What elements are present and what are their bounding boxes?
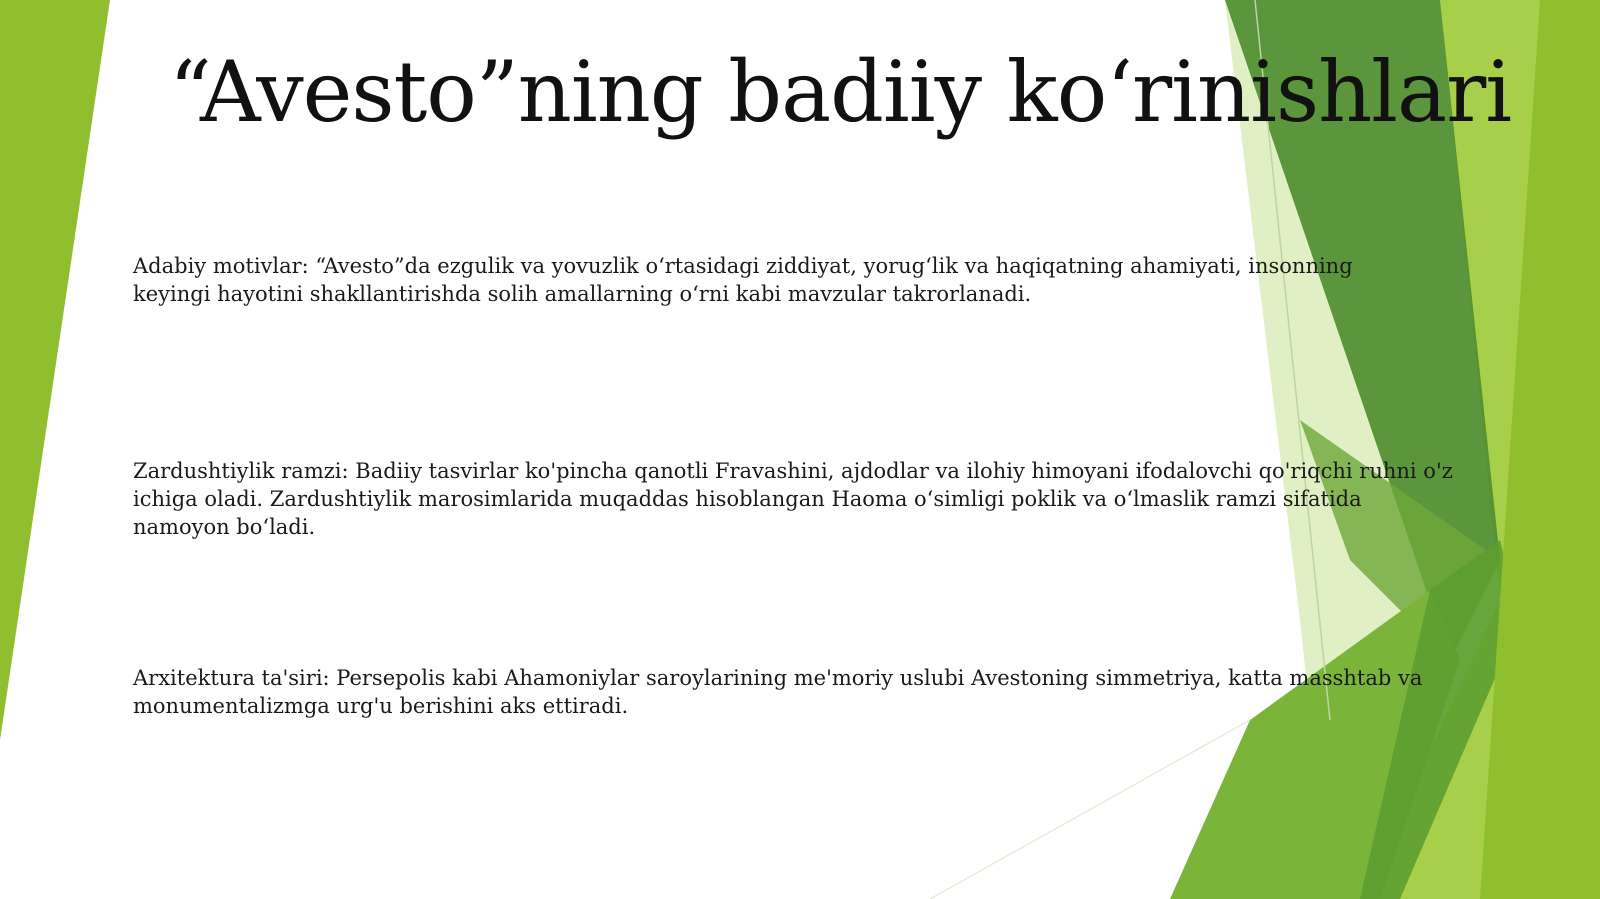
- paragraph-architecture-influence: Arxitektura ta'siri: Persepolis kabi Ahamoniylar saroylarining me'moriy uslubi Avestoning simmetriya, katta masshtab va monumentalizmga urg'u berishini aks ettiradi.: [133, 666, 1423, 718]
- slide-title: “Avesto”ning badiiy ko‘rinishlari: [168, 43, 1512, 141]
- paragraph-zoroastrian-symbol: Zardushtiylik ramzi: Badiiy tasvirlar ko'pincha qanotli Fravashini, ajdodlar va ilohiy himoyani ifodalovchi qo'riqchi ruhni o'z ichiga oladi. Zardushtiylik marosimlarida muqaddas hisoblangan Haoma o‘simligi poklik va o‘lmaslik ramzi sifatida namoyon bo‘ladi.: [133, 459, 1453, 539]
- left-green-shape: [0, 0, 110, 740]
- paragraph-literary-motifs: Adabiy motivlar: “Avesto”da ezgulik va yovuzlik o‘rtasidagi ziddiyat, yorug‘lik va haqiqatning ahamiyati, insonning keyingi hayotini shakllantirishda solih amallarning o‘rni kabi mavzular takrorlanadi.: [133, 254, 1353, 306]
